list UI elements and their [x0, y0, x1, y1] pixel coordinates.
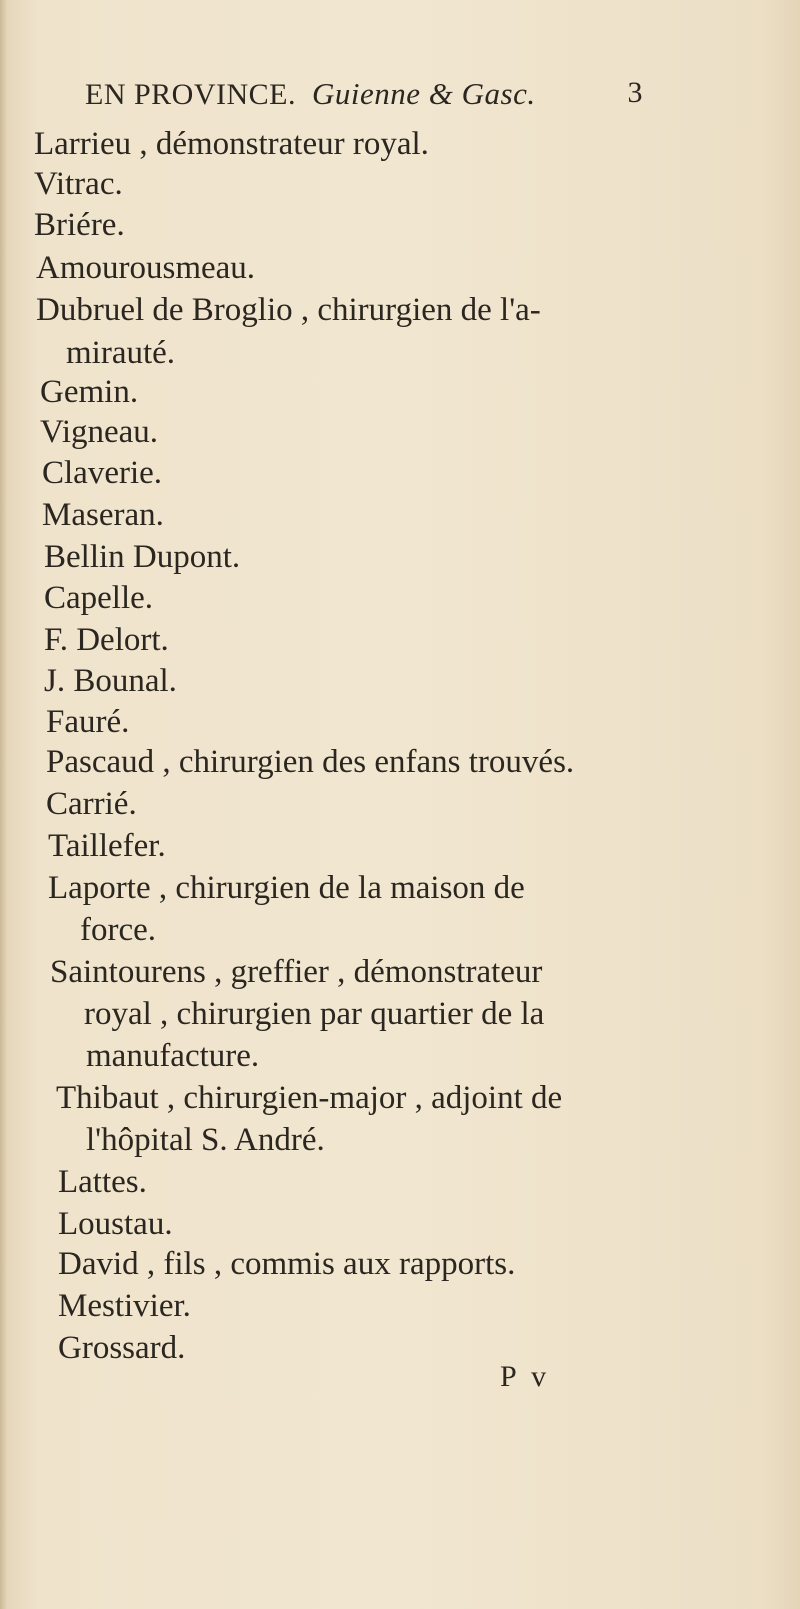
- text-line: Laporte , chirurgien de la maison de: [48, 870, 525, 906]
- text-line: F. Delort.: [44, 622, 169, 658]
- text-line: Maseran.: [42, 497, 164, 533]
- text-line: Vitrac.: [34, 166, 123, 202]
- text-line: Saintourens , greffier , démonstrateur: [50, 954, 543, 990]
- text-line: l'hôpital S. André.: [86, 1122, 325, 1158]
- header-left: EN PROVINCE.: [85, 78, 297, 111]
- text-line: Loustau.: [58, 1206, 173, 1242]
- text-line: Amourousmeau.: [36, 250, 256, 286]
- text-line: Pascaud , chirurgien des enfans trouvés.: [46, 744, 575, 780]
- header-section: Guienne & Gasc.: [312, 76, 536, 111]
- text-line: Taillefer.: [48, 828, 166, 864]
- text-line: David , fils , commis aux rapports.: [58, 1246, 516, 1282]
- text-line: force.: [80, 912, 157, 948]
- text-line: Lattes.: [58, 1164, 147, 1200]
- text-line: Briére.: [34, 207, 125, 243]
- text-line: mirauté.: [66, 335, 176, 371]
- text-line: Dubruel de Broglio , chirurgien de l'a-: [36, 292, 541, 328]
- running-header: [85, 76, 645, 120]
- text-line: Claverie.: [42, 455, 163, 491]
- signature-mark: P v: [500, 1360, 551, 1393]
- text-line: royal , chirurgien par quartier de la: [84, 996, 545, 1032]
- text-line: Larrieu , démonstrateur royal.: [34, 126, 429, 162]
- text-line: Capelle.: [44, 580, 154, 616]
- text-line: Thibaut , chirurgien-major , adjoint de: [56, 1080, 563, 1116]
- page-edge-shadow: [0, 0, 8, 1609]
- text-line: manufacture.: [86, 1038, 260, 1074]
- text-line: J. Bounal.: [44, 663, 177, 699]
- text-line: Grossard.: [58, 1330, 186, 1366]
- text-line: Fauré.: [46, 704, 130, 740]
- text-line: Mestivier.: [58, 1288, 191, 1324]
- text-line: Bellin Dupont.: [44, 539, 241, 575]
- text-line: Carrié.: [46, 786, 137, 822]
- page-number: 3: [627, 76, 643, 109]
- text-line: Gemin.: [40, 374, 139, 410]
- text-line: Vigneau.: [40, 414, 159, 450]
